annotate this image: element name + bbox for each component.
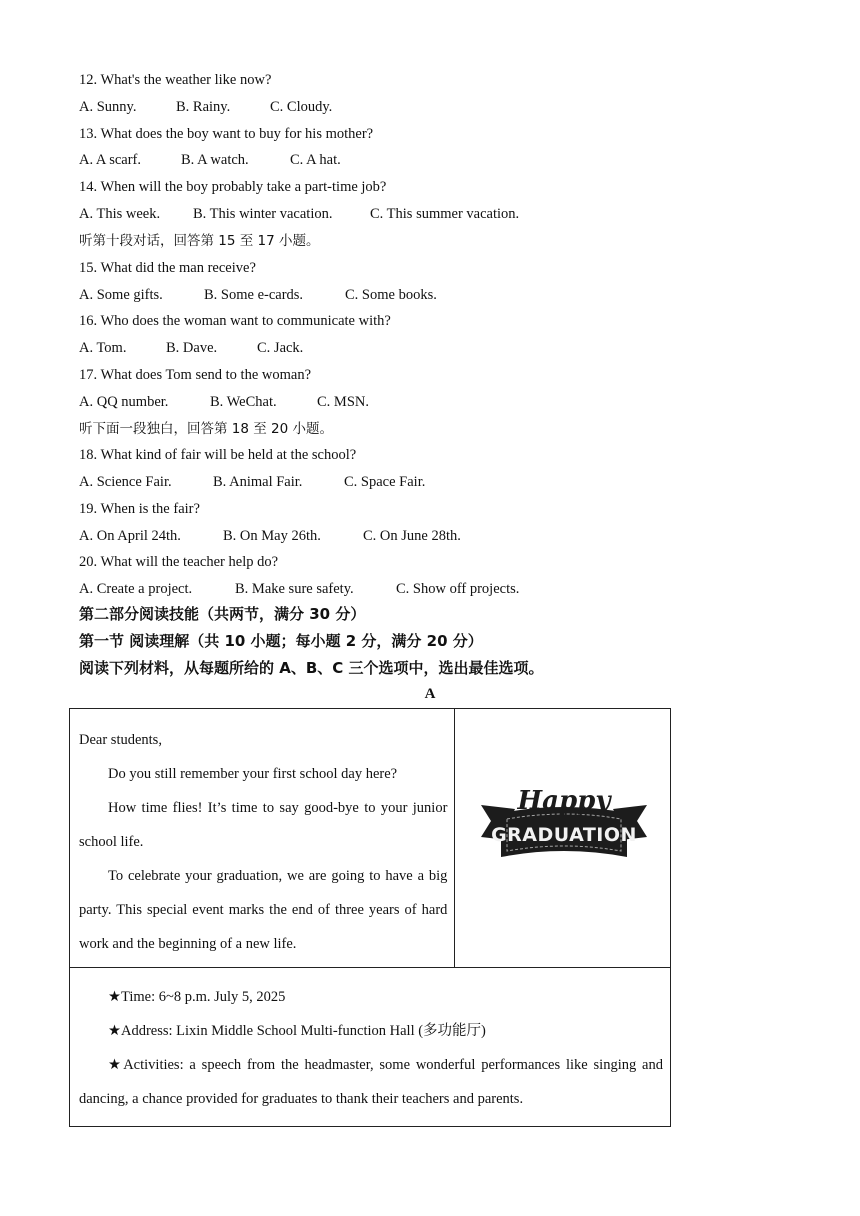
question-13-options: [79, 151, 341, 169]
passage-label: A: [424, 686, 436, 702]
option-a: A. QQ number.: [79, 394, 169, 410]
question-15-options: [79, 286, 437, 304]
instruction-monologue: 听下面一段独白，回答第 18 至 20 小题。: [79, 421, 334, 437]
question-14-stem: 14. When will the boy probably take a part-time job?: [79, 179, 387, 195]
option-a: A. On April 24th.: [79, 528, 181, 544]
option-c: C. A hat.: [290, 152, 341, 168]
question-12-options: [79, 98, 332, 116]
graduation-notice: [69, 708, 671, 1127]
option-b: B. Some e-cards.: [204, 287, 304, 303]
event-time: ★Time: 6~8 p.m. July 5, 2025: [108, 989, 286, 1005]
option-a: A. A scarf.: [79, 152, 142, 168]
option-b: B. On May 26th.: [223, 528, 321, 544]
question-18-options: [79, 473, 425, 491]
notice-letter-cell: [70, 709, 455, 968]
question-20-options: [79, 580, 519, 598]
option-b: B. Rainy.: [176, 99, 231, 115]
option-c: C. MSN.: [317, 394, 369, 410]
option-b: B. Animal Fair.: [213, 474, 303, 490]
question-19-options: [79, 527, 461, 545]
notice-details-cell: [70, 968, 671, 1127]
option-b: B. Make sure safety.: [235, 581, 354, 597]
letter-paragraph-1: Do you still remember your first school day here?: [108, 766, 398, 782]
option-b: B. WeChat.: [210, 394, 277, 410]
part-two-heading: 第二部分阅读技能（共两节，满分 30 分）: [79, 605, 366, 623]
graduation-image-cell: [455, 709, 671, 968]
option-c: C. Space Fair.: [344, 474, 426, 490]
option-a: A. This week.: [79, 206, 161, 222]
event-activities: ★Activities: a speech from the headmaster, some wonderful performances like singing and dancing, a chance provided for graduates to thank their teachers and parents.: [79, 1057, 663, 1107]
option-c: C. This summer vacation.: [370, 206, 520, 222]
letter-paragraph-2: How time flies! It’s time to say good-bye to your junior school life.: [79, 800, 448, 850]
option-b: B. This winter vacation.: [193, 206, 333, 222]
option-a: A. Some gifts.: [79, 287, 163, 303]
instruction-dialog-10: 听第十段对话，回答第 15 至 17 小题。: [79, 233, 320, 249]
question-14-options: [79, 205, 519, 223]
option-c: C. Show off projects.: [396, 581, 520, 597]
graduation-word: GRADUATION: [491, 824, 638, 846]
option-c: C. Some books.: [345, 287, 437, 303]
option-a: A. Science Fair.: [79, 474, 172, 490]
question-18-stem: 18. What kind of fair will be held at the school?: [79, 447, 357, 463]
option-a: A. Create a project.: [79, 581, 193, 597]
option-c: C. Cloudy.: [270, 99, 333, 115]
question-16-stem: 16. Who does the woman want to communicate with?: [79, 313, 391, 329]
option-b: B. Dave.: [166, 340, 218, 356]
option-c: C. Jack.: [257, 340, 304, 356]
greeting: Dear students,: [79, 732, 162, 748]
option-c: C. On June 28th.: [363, 528, 461, 544]
question-16-options: [79, 339, 303, 357]
option-b: B. A watch.: [181, 152, 249, 168]
happy-word: Happy: [517, 787, 611, 816]
question-17-options: [79, 393, 369, 411]
happy-graduation-image: [477, 787, 651, 883]
question-17-stem: 17. What does Tom send to the woman?: [79, 367, 312, 383]
question-20-stem: 20. What will the teacher help do?: [79, 554, 279, 570]
question-15-stem: 15. What did the man receive?: [79, 260, 256, 276]
section-one-heading: 第一节 阅读理解（共 10 小题；每小题 2 分，满分 20 分）: [79, 632, 483, 650]
question-13-stem: 13. What does the boy want to buy for his mother?: [79, 126, 374, 142]
question-12-stem: 12. What's the weather like now?: [79, 72, 272, 88]
option-a: A. Tom.: [79, 340, 127, 356]
reading-directions: 阅读下列材料，从每题所给的 A、B、C 三个选项中，选出最佳选项。: [79, 659, 544, 677]
letter-paragraph-3: To celebrate your graduation, we are going to have a big party. This special event marks the end of three years of hard work and the beginning of a new life.: [79, 868, 448, 952]
option-a: A. Sunny.: [79, 99, 137, 115]
question-19-stem: 19. When is the fair?: [79, 501, 200, 517]
event-address: ★Address: Lixin Middle School Multi-function Hall (多功能厅): [108, 1023, 486, 1039]
